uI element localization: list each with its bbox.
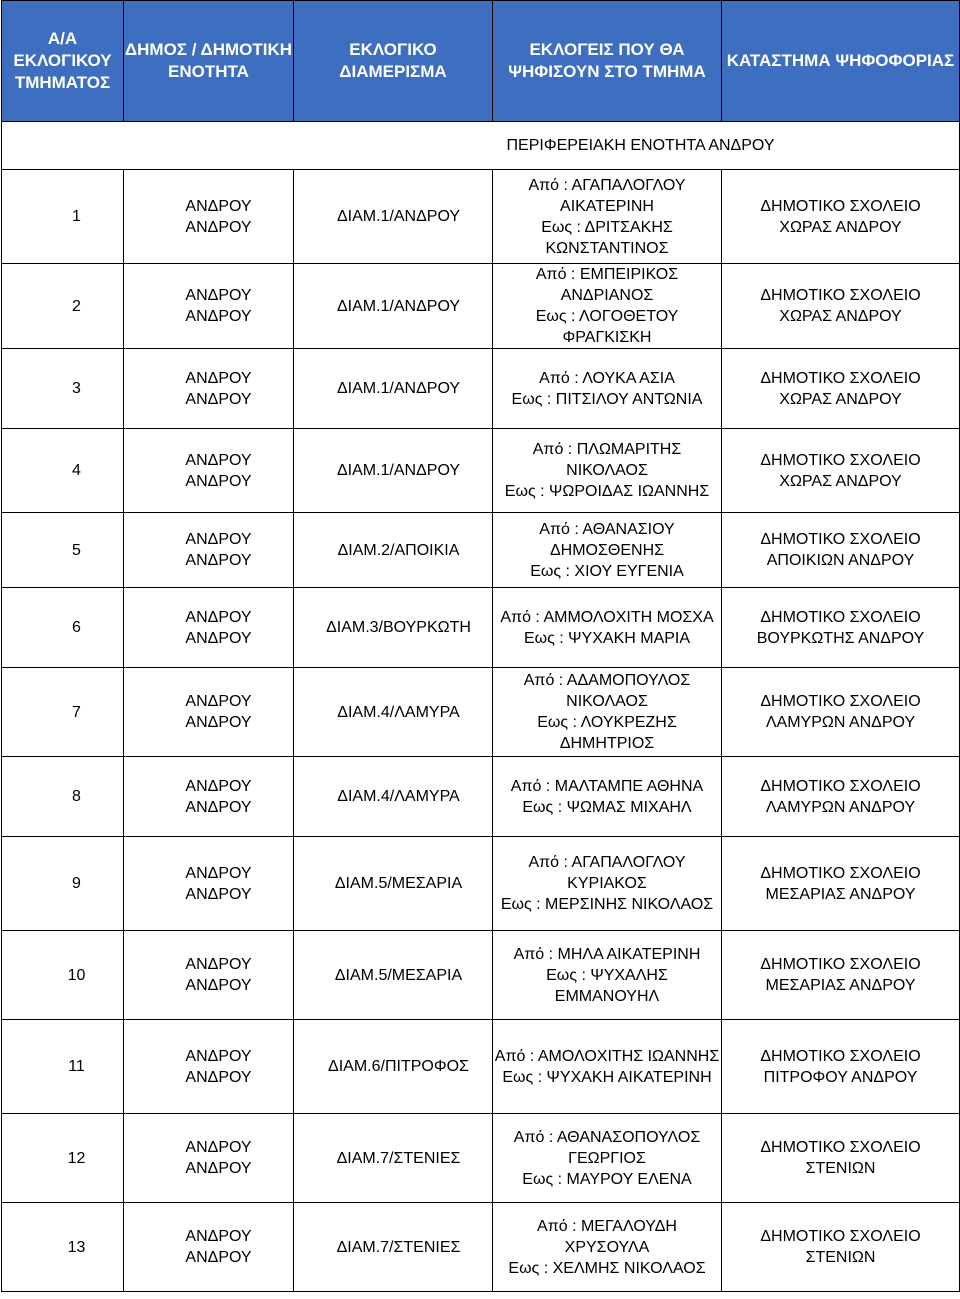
polling-station-cell: [722, 1203, 960, 1292]
station-location: ΜΕΣΑΡΙΑΣ ΑΝΔΡΟΥ: [765, 885, 916, 903]
table-row: [2, 931, 960, 1020]
station-location: ΜΕΣΑΡΙΑΣ ΑΝΔΡΟΥ: [765, 977, 916, 994]
row-number: 6: [2, 588, 124, 668]
table-row: [2, 757, 960, 837]
municipality-line: ΑΝΔΡΟΥ: [185, 531, 252, 548]
district-cell: ΔΙΑΜ.7/ΣΤΕΝΙΕΣ: [294, 1114, 493, 1203]
range-from: Από : ΑΔΑΜΟΠΟΥΛΟΣ ΝΙΚΟΛΑΟΣ: [523, 672, 691, 710]
municipality-line: ΑΝΔΡΟΥ: [185, 956, 252, 973]
municipality-cell: [124, 264, 294, 349]
polling-station-cell: [722, 1114, 960, 1203]
polling-station-cell: [722, 429, 960, 513]
table-row: [2, 170, 960, 264]
table-row: [2, 1114, 960, 1203]
range-to: Εως : ΛΟΓΟΘΕΤΟΥ ΦΡΑΓΚΙΣΚΗ: [535, 308, 679, 346]
district-cell: ΔΙΑΜ.3/ΒΟΥΡΚΩΤΗ: [294, 588, 493, 668]
table-row: [2, 588, 960, 668]
polling-station-cell: [722, 1020, 960, 1114]
station-location: ΧΩΡΑΣ ΑΝΔΡΟΥ: [779, 472, 902, 490]
table-row: [2, 668, 960, 757]
row-number: 1: [2, 170, 124, 264]
table-row: [2, 264, 960, 349]
range-to: Εως : ΨΩΜΑΣ ΜΙΧΑΗΛ: [522, 798, 692, 816]
municipality-cell: [124, 1020, 294, 1114]
station-type: ΔΗΜΟΤΙΚΟ ΣΧΟΛΕΙΟ: [760, 864, 921, 882]
header-electoral-district: ΕΚΛΟΓΙΚΟ ΔΙΑΜΕΡΙΣΜΑ: [294, 1, 493, 122]
range-to: Εως : ΠΙΤΣΙΛΟΥ ΑΝΤΩΝΙΑ: [511, 390, 703, 408]
range-from: Από : ΜΗΛΑ ΑΙΚΑΤΕΡΙΝΗ: [513, 945, 701, 963]
station-type: ΔΗΜΟΤΙΚΟ ΣΧΟΛΕΙΟ: [760, 1047, 921, 1065]
header-voters-range: ΕΚΛΟΓΕΙΣ ΠΟΥ ΘΑ ΨΗΦΙΣΟΥΝ ΣΤΟ ΤΜΗΜΑ: [493, 1, 722, 122]
district-cell: ΔΙΑΜ.7/ΣΤΕΝΙΕΣ: [294, 1203, 493, 1292]
voters-range-cell: [493, 513, 722, 588]
voters-range-cell: [493, 429, 722, 513]
header-municipality: ΔΗΜΟΣ / ΔΗΜΟΤΙΚΗ ΕΝΟΤΗΤΑ: [124, 1, 294, 122]
voters-range-cell: [493, 588, 722, 668]
station-type: ΔΗΜΟΤΙΚΟ ΣΧΟΛΕΙΟ: [760, 451, 921, 469]
table-row: [2, 429, 960, 513]
station-type: ΔΗΜΟΤΙΚΟ ΣΧΟΛΕΙΟ: [760, 1228, 921, 1245]
municipal-unit-line: ΑΝΔΡΟΥ: [185, 798, 252, 816]
table-row: [2, 837, 960, 931]
municipal-unit-line: ΑΝΔΡΟΥ: [185, 629, 252, 647]
range-from: Από : ΑΓΑΠΑΛΟΓΛΟΥ ΚΥΡΙΑΚΟΣ: [528, 854, 686, 892]
voters-range-cell: [493, 668, 722, 757]
municipality-cell: [124, 757, 294, 837]
voters-range-cell: [493, 1203, 722, 1292]
station-type: ΔΗΜΟΤΙΚΟ ΣΧΟΛΕΙΟ: [760, 197, 921, 215]
polling-station-cell: [722, 757, 960, 837]
polling-station-cell: [722, 349, 960, 429]
municipality-line: ΑΝΔΡΟΥ: [185, 197, 252, 215]
header-polling-station: ΚΑΤΑΣΤΗΜΑ ΨΗΦΟΦΟΡΙΑΣ: [722, 1, 960, 122]
municipality-cell: [124, 513, 294, 588]
range-from: Από : ΑΘΑΝΑΣΟΠΟΥΛΟΣ ΓΕΩΡΓΙΟΣ: [513, 1128, 701, 1167]
voters-range-cell: [493, 264, 722, 349]
range-from: Από : ΑΜΜΟΛΟΧΙΤΗ ΜΟΣΧΑ: [500, 608, 714, 626]
municipal-unit-line: ΑΝΔΡΟΥ: [185, 714, 252, 731]
municipal-unit-line: ΑΝΔΡΟΥ: [185, 552, 252, 569]
range-from: Από : ΑΘΑΝΑΣΙΟΥ ΔΗΜΟΣΘΕΝΗΣ: [539, 520, 675, 559]
municipal-unit-line: ΑΝΔΡΟΥ: [185, 1249, 252, 1266]
municipal-unit-line: ΑΝΔΡΟΥ: [185, 885, 252, 903]
range-from: Από : ΜΑΛΤΑΜΠΕ ΑΘΗΝΑ: [510, 777, 704, 795]
municipality-cell: [124, 349, 294, 429]
municipal-unit-line: ΑΝΔΡΟΥ: [185, 1160, 252, 1177]
district-cell: ΔΙΑΜ.2/ΑΠΟΙΚΙΑ: [294, 513, 493, 588]
voters-range-cell: [493, 1020, 722, 1114]
range-from: Από : ΛΟΥΚΑ ΑΣΙΑ: [539, 369, 675, 387]
station-type: ΔΗΜΟΤΙΚΟ ΣΧΟΛΕΙΟ: [760, 1139, 921, 1156]
voters-range-cell: [493, 757, 722, 837]
row-number: 12: [2, 1114, 124, 1203]
station-type: ΔΗΜΟΤΙΚΟ ΣΧΟΛΕΙΟ: [760, 608, 921, 626]
municipality-cell: [124, 837, 294, 931]
station-type: ΔΗΜΟΤΙΚΟ ΣΧΟΛΕΙΟ: [760, 777, 921, 795]
range-to: Εως : ΛΟΥΚΡΕΖΗΣ ΔΗΜΗΤΡΙΟΣ: [537, 714, 677, 752]
row-number: 4: [2, 429, 124, 513]
row-number: 3: [2, 349, 124, 429]
municipality-line: ΑΝΔΡΟΥ: [185, 287, 252, 304]
municipal-unit-line: ΑΝΔΡΟΥ: [185, 390, 252, 408]
range-from: Από : ΑΜΟΛΟΧΙΤΗΣ ΙΩΑΝΝΗΣ: [494, 1047, 720, 1065]
municipal-unit-line: ΑΝΔΡΟΥ: [185, 1068, 252, 1086]
voters-range-cell: [493, 837, 722, 931]
polling-station-cell: [722, 837, 960, 931]
municipality-line: ΑΝΔΡΟΥ: [185, 451, 252, 469]
municipality-cell: [124, 668, 294, 757]
range-to: Εως : ΨΥΧΑΚΗ ΜΑΡΙΑ: [523, 629, 691, 647]
voters-range-cell: [493, 931, 722, 1020]
range-to: Εως : ΜΕΡΣΙΝΗΣ ΝΙΚΟΛΑΟΣ: [500, 896, 714, 913]
station-location: ΣΤΕΝΙΩΝ: [805, 1249, 876, 1266]
station-location: ΠΙΤΡΟΦΟΥ ΑΝΔΡΟΥ: [763, 1068, 918, 1086]
district-cell: ΔΙΑΜ.5/ΜΕΣΑΡΙΑ: [294, 931, 493, 1020]
municipal-unit-line: ΑΝΔΡΟΥ: [185, 308, 252, 325]
region-row: [2, 122, 960, 170]
polling-station-cell: [722, 668, 960, 757]
row-number: 8: [2, 757, 124, 837]
district-cell: ΔΙΑΜ.4/ΛΑΜΥΡΑ: [294, 757, 493, 837]
station-type: ΔΗΜΟΤΙΚΟ ΣΧΟΛΕΙΟ: [760, 956, 921, 973]
header-serial-number: Α/Α ΕΚΛΟΓΙΚΟΥ ΤΜΗΜΑΤΟΣ: [2, 1, 124, 122]
row-number: 2: [2, 264, 124, 349]
table-row: [2, 1020, 960, 1114]
municipality-cell: [124, 1114, 294, 1203]
municipality-cell: [124, 1203, 294, 1292]
municipality-cell: [124, 170, 294, 264]
district-cell: ΔΙΑΜ.5/ΜΕΣΑΡΙΑ: [294, 837, 493, 931]
range-to: Εως : ΔΡΙΤΣΑΚΗΣ ΚΩΝΣΤΑΝΤΙΝΟΣ: [541, 218, 673, 257]
municipality-line: ΑΝΔΡΟΥ: [185, 1139, 252, 1156]
district-cell: ΔΙΑΜ.1/ΑΝΔΡΟΥ: [294, 349, 493, 429]
municipality-cell: [124, 588, 294, 668]
station-location: ΑΠΟΙΚΙΩΝ ΑΝΔΡΟΥ: [766, 552, 915, 569]
range-to: Εως : ΜΑΥΡΟΥ ΕΛΕΝΑ: [522, 1170, 692, 1188]
municipality-line: ΑΝΔΡΟΥ: [185, 693, 252, 710]
station-type: ΔΗΜΟΤΙΚΟ ΣΧΟΛΕΙΟ: [760, 287, 921, 304]
polling-station-cell: [722, 513, 960, 588]
range-to: Εως : ΧΙΟΥ ΕΥΓΕΝΙΑ: [530, 562, 684, 580]
range-to: Εως : ΧΕΛΜΗΣ ΝΙΚΟΛΑΟΣ: [508, 1259, 706, 1277]
district-cell: ΔΙΑΜ.6/ΠΙΤΡΟΦΟΣ: [294, 1020, 493, 1114]
municipality-line: ΑΝΔΡΟΥ: [185, 608, 252, 626]
region-title: ΠΕΡΙΦΕΡΕΙΑΚΗ ΕΝΟΤΗΤΑ ΑΝΔΡΟΥ: [2, 122, 960, 170]
row-number: 9: [2, 837, 124, 931]
municipality-line: ΑΝΔΡΟΥ: [185, 1228, 252, 1245]
range-from: Από : ΜΕΓΑΛΟΥΔΗ ΧΡΥΣΟΥΛΑ: [537, 1217, 677, 1256]
table-row: [2, 349, 960, 429]
range-from: Από : ΑΓΑΠΑΛΟΓΛΟΥ ΑΙΚΑΤΕΡΙΝΗ: [528, 176, 686, 215]
range-from: Από : ΕΜΠΕΙΡΙΚΟΣ ΑΝΔΡΙΑΝΟΣ: [535, 266, 679, 304]
municipality-line: ΑΝΔΡΟΥ: [185, 864, 252, 882]
municipality-cell: [124, 931, 294, 1020]
row-number: 7: [2, 668, 124, 757]
municipality-cell: [124, 429, 294, 513]
station-type: ΔΗΜΟΤΙΚΟ ΣΧΟΛΕΙΟ: [760, 693, 921, 710]
municipality-line: ΑΝΔΡΟΥ: [185, 369, 252, 387]
row-number: 10: [2, 931, 124, 1020]
polling-stations-table: [1, 0, 960, 1292]
row-number: 11: [2, 1020, 124, 1114]
range-to: Εως : ΨΥΧΑΚΗ ΑΙΚΑΤΕΡΙΝΗ: [502, 1068, 712, 1086]
range-from: Από : ΠΛΩΜΑΡΙΤΗΣ ΝΙΚΟΛΑΟΣ: [532, 441, 682, 479]
station-location: ΛΑΜΥΡΩΝ ΑΝΔΡΟΥ: [765, 798, 916, 816]
table-row: [2, 513, 960, 588]
row-number: 13: [2, 1203, 124, 1292]
polling-station-cell: [722, 170, 960, 264]
station-type: ΔΗΜΟΤΙΚΟ ΣΧΟΛΕΙΟ: [760, 531, 921, 548]
table-row: [2, 1203, 960, 1292]
municipal-unit-line: ΑΝΔΡΟΥ: [185, 977, 252, 994]
row-number: 5: [2, 513, 124, 588]
range-to: Εως : ΨΩΡΟΙΔΑΣ ΙΩΑΝΝΗΣ: [504, 483, 710, 500]
district-cell: ΔΙΑΜ.1/ΑΝΔΡΟΥ: [294, 429, 493, 513]
station-location: ΧΩΡΑΣ ΑΝΔΡΟΥ: [779, 308, 902, 325]
municipality-line: ΑΝΔΡΟΥ: [185, 777, 252, 795]
station-location: ΛΑΜΥΡΩΝ ΑΝΔΡΟΥ: [765, 714, 916, 731]
station-location: ΣΤΕΝΙΩΝ: [805, 1160, 876, 1177]
range-to: Εως : ΨΥΧΑΛΗΣ ΕΜΜΑΝΟΥΗΛ: [546, 966, 668, 1005]
voters-range-cell: [493, 170, 722, 264]
station-type: ΔΗΜΟΤΙΚΟ ΣΧΟΛΕΙΟ: [760, 369, 921, 387]
header-row: [2, 1, 960, 122]
voters-range-cell: [493, 1114, 722, 1203]
polling-station-cell: [722, 931, 960, 1020]
station-location: ΧΩΡΑΣ ΑΝΔΡΟΥ: [779, 218, 902, 236]
district-cell: ΔΙΑΜ.4/ΛΑΜΥΡΑ: [294, 668, 493, 757]
district-cell: ΔΙΑΜ.1/ΑΝΔΡΟΥ: [294, 170, 493, 264]
polling-station-cell: [722, 264, 960, 349]
municipal-unit-line: ΑΝΔΡΟΥ: [185, 218, 252, 236]
municipality-line: ΑΝΔΡΟΥ: [185, 1047, 252, 1065]
polling-station-cell: [722, 588, 960, 668]
voters-range-cell: [493, 349, 722, 429]
district-cell: ΔΙΑΜ.1/ΑΝΔΡΟΥ: [294, 264, 493, 349]
station-location: ΒΟΥΡΚΩΤΗΣ ΑΝΔΡΟΥ: [756, 629, 925, 647]
station-location: ΧΩΡΑΣ ΑΝΔΡΟΥ: [779, 390, 902, 408]
municipal-unit-line: ΑΝΔΡΟΥ: [185, 472, 252, 490]
